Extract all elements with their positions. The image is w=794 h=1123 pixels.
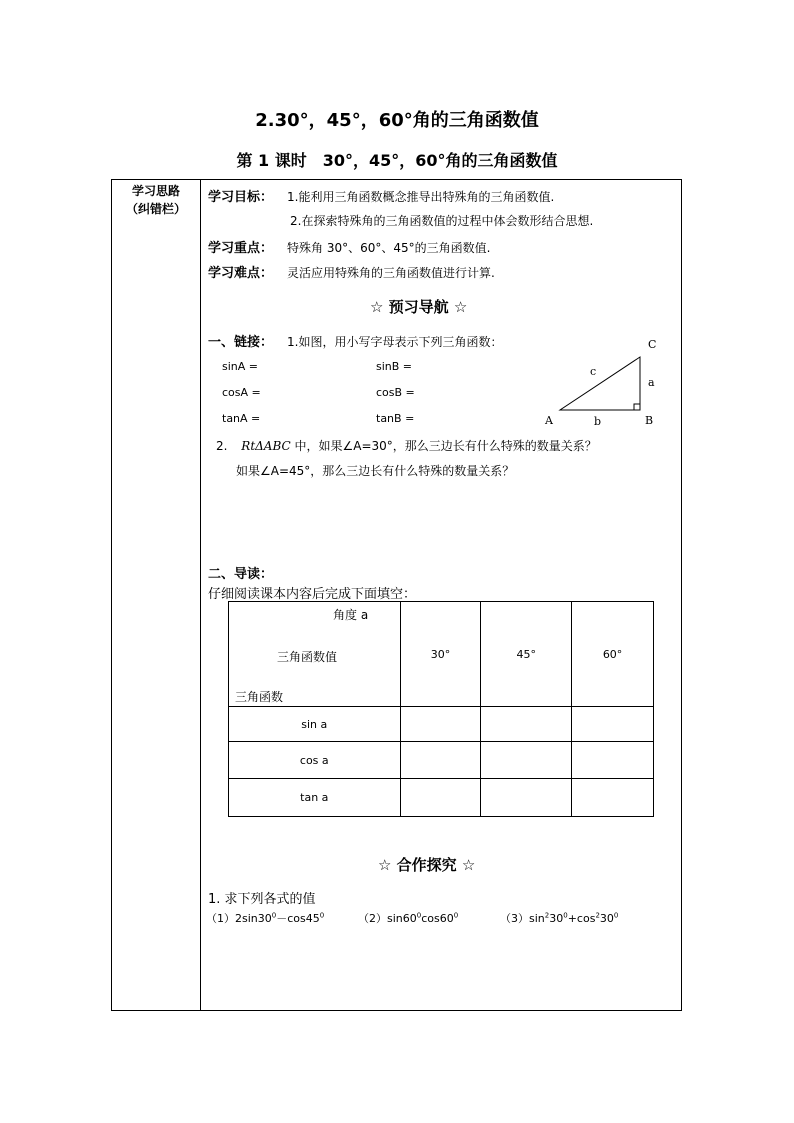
side-c-label: c — [590, 365, 597, 378]
table-angle-cell: 60° — [572, 602, 654, 707]
trig-value-table — [228, 601, 654, 817]
problem-1-degree: 0 — [271, 911, 277, 920]
difficulty-text: 灵活应用特殊角的三角函数值进行计算. — [287, 266, 495, 280]
link-label: 一、链接： — [208, 335, 274, 350]
table-blank-cell[interactable] — [400, 742, 481, 779]
vertex-A-label: A — [545, 414, 553, 427]
table-row-label: sin a — [229, 707, 401, 742]
formula-tanB: tanB = — [376, 412, 415, 425]
table-blank-cell[interactable] — [400, 779, 481, 817]
table-blank-cell[interactable] — [481, 779, 572, 817]
section-explore-heading: ☆ 合作探究 ☆ — [378, 856, 476, 874]
vertex-B-label: B — [645, 414, 654, 427]
side-b-label: b — [594, 415, 602, 428]
right-angle-mark — [634, 404, 640, 410]
question-2-text: 中，如果∠A=30°，那么三边长有什么特殊的数量关系？ — [290, 439, 597, 453]
header-function-label: 三角函数 — [235, 690, 284, 704]
goal-item-1: 1.能利用三角函数概念推导出特殊角的三角函数值. — [287, 190, 555, 204]
explore-problem-2 — [358, 910, 458, 926]
problem-3-text: （3）sin — [500, 912, 545, 925]
table-angle-cell: 30° — [400, 602, 481, 707]
table-blank-cell[interactable] — [572, 779, 654, 817]
problem-2-text: cos60 — [421, 912, 454, 925]
triangle-shape — [560, 357, 640, 410]
vertex-C-label: C — [648, 338, 657, 351]
question-2-number: 2. — [216, 439, 228, 453]
problem-3-text: 30 — [549, 912, 564, 925]
goal-item-2: 2.在探索特殊角的三角函数值的过程中体会数形结合思想. — [290, 214, 594, 228]
table-diagonal-header-cell — [229, 602, 401, 707]
problem-3-degree: 0 — [613, 911, 619, 920]
problem-3-degree: 0 — [563, 911, 568, 920]
formula-sinB: sinB = — [376, 360, 413, 373]
link-question-2 — [216, 437, 597, 454]
problem-1-degree: 0 — [319, 911, 325, 920]
problem-1-text: －cos45 — [276, 912, 320, 925]
problem-2-degree: 0 — [416, 911, 422, 920]
problem-2-text: （2）sin60 — [358, 912, 417, 925]
table-blank-cell[interactable] — [572, 742, 654, 779]
link-question-2-line2: 如果∠A=45°，那么三边长有什么特殊的数量关系？ — [236, 464, 515, 478]
explore-problem-3 — [500, 910, 618, 926]
problem-3-exponent: 2 — [544, 911, 550, 920]
table-header-row — [229, 602, 654, 707]
explore-question-1: 1. 求下列各式的值 — [208, 892, 316, 907]
guide-instruction: 仔细阅读课本内容后完成下面填空： — [208, 587, 417, 602]
formula-sinA: sinA = — [222, 360, 258, 373]
sidebar-title: 学习思路 — [131, 184, 180, 198]
problem-1-text: （1）2sin30 — [206, 912, 272, 925]
sidebar-subtitle: （纠错栏） — [125, 202, 186, 216]
formula-cosA: cosA = — [222, 386, 261, 399]
table-row — [229, 779, 654, 817]
right-triangle-diagram — [540, 332, 665, 430]
formula-cosB: cosB = — [376, 386, 415, 399]
table-blank-cell[interactable] — [572, 707, 654, 742]
page-title: 2.30°，45°，60°角的三角函数值 — [255, 110, 539, 131]
problem-3-text: 30 — [599, 912, 614, 925]
section-preview-heading: ☆ 预习导航 ☆ — [370, 298, 468, 316]
formula-tanA: tanA = — [222, 412, 261, 425]
lesson-subtitle: 第 1 课时 30°，45°，60°角的三角函数值 — [236, 151, 558, 170]
side-a-label: a — [648, 376, 655, 389]
header-angle-label: 角度 a — [333, 608, 369, 622]
table-row-label: tan a — [229, 779, 401, 817]
table-blank-cell[interactable] — [400, 707, 481, 742]
link-question-1: 1.如图，用小写字母表示下列三角函数： — [287, 335, 503, 349]
table-row — [229, 707, 654, 742]
problem-3-text: +cos — [567, 912, 596, 925]
table-blank-cell[interactable] — [481, 742, 572, 779]
goals-label: 学习目标： — [208, 190, 274, 205]
key-point-label: 学习重点： — [208, 241, 274, 256]
guide-label: 二、导读： — [208, 567, 274, 582]
table-angle-cell: 45° — [481, 602, 572, 707]
key-point-text: 特殊角 30°、60°、45°的三角函数值. — [287, 241, 491, 255]
table-row — [229, 742, 654, 779]
column-divider — [200, 179, 201, 1011]
table-row-label: cos a — [229, 742, 401, 779]
problem-2-degree: 0 — [453, 911, 459, 920]
explore-problem-1 — [206, 910, 324, 926]
difficulty-label: 学习难点： — [208, 266, 274, 281]
header-value-label: 三角函数值 — [277, 650, 338, 664]
problem-3-exponent: 2 — [595, 911, 600, 920]
table-blank-cell[interactable] — [481, 707, 572, 742]
question-2-triangle: RtΔABC — [241, 439, 291, 453]
